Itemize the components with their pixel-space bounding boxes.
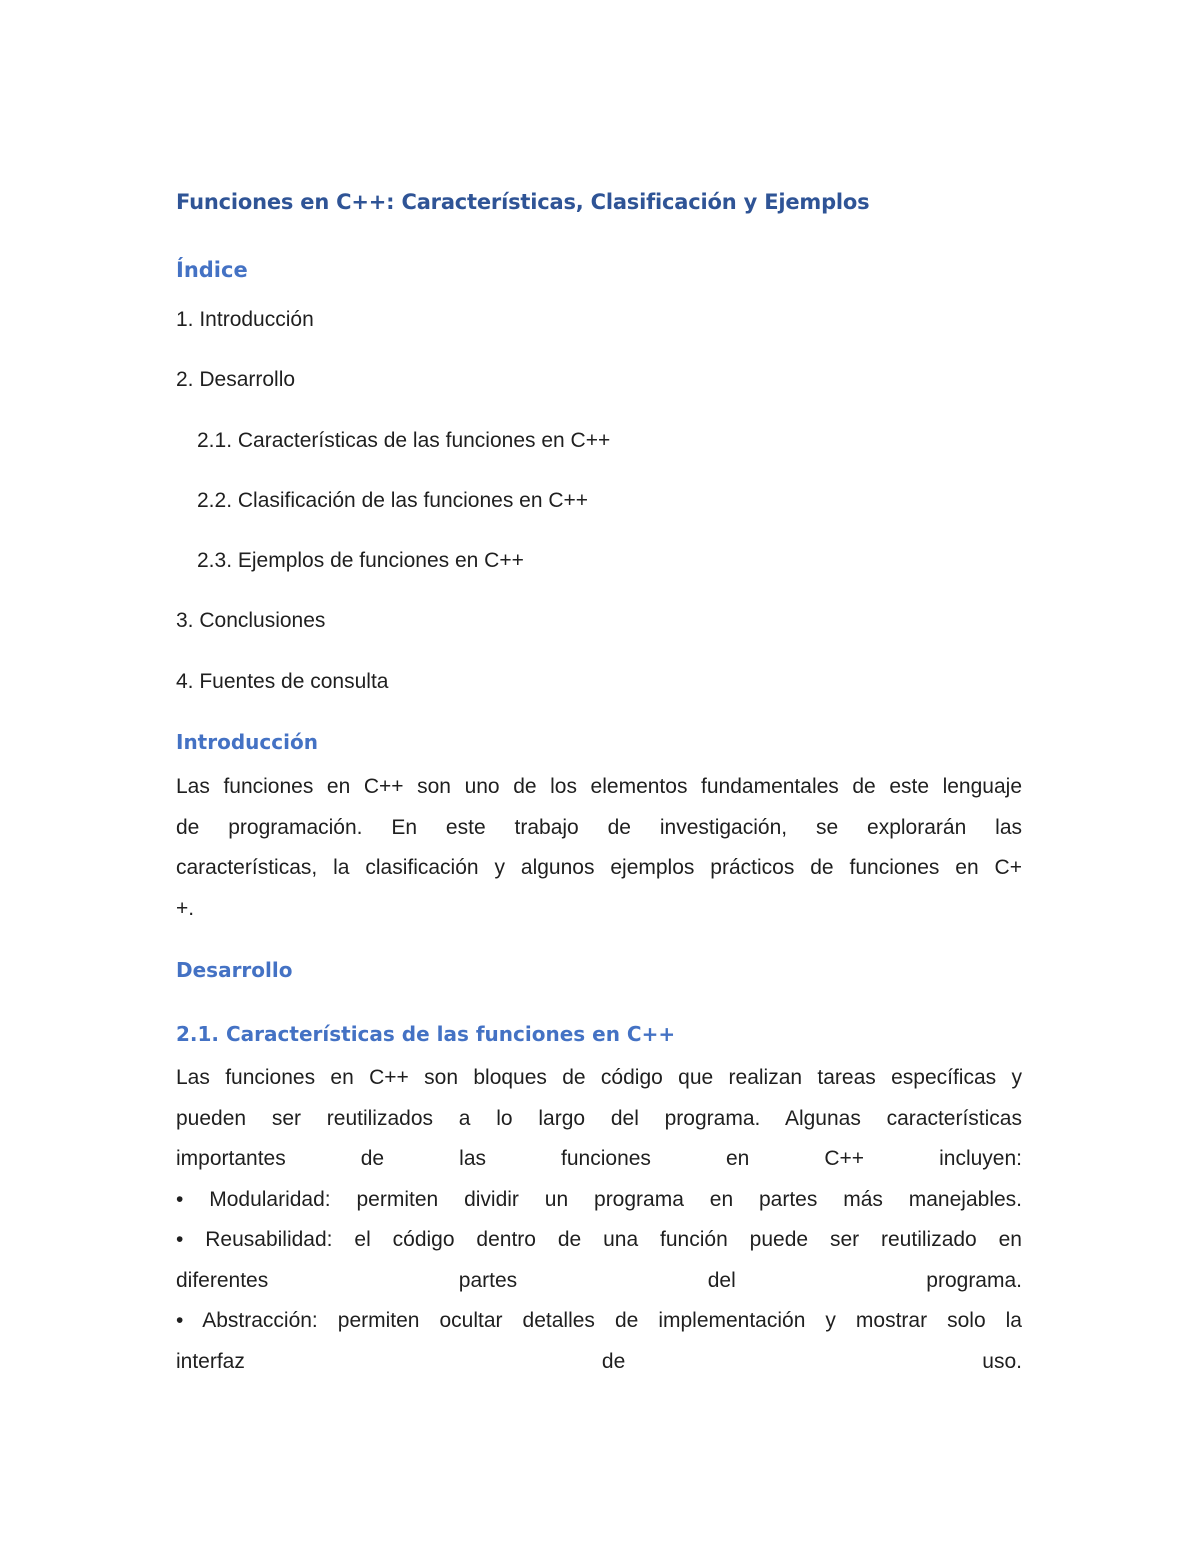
paragraph-line: de programación. En este trabajo de investigación, se explorarán las — [176, 815, 1022, 839]
toc-item: 2.1. Características de las funciones en C++ — [197, 428, 611, 452]
bullet-line: • Abstracción: permiten ocultar detalles de implementación y mostrar solo la — [176, 1309, 1022, 1332]
paragraph-line: diferentes partes del programa. — [176, 1268, 1022, 1292]
document-page — [176, 0, 1022, 1553]
development-paragraph — [176, 1058, 1022, 1382]
toc-item: 2.3. Ejemplos de funciones en C++ — [197, 549, 524, 573]
toc-item: 4. Fuentes de consulta — [176, 669, 389, 693]
bullet-line: • Modularidad: permiten dividir un programa en partes más manejables. — [176, 1187, 1022, 1211]
toc-item: 1. Introducción — [176, 308, 314, 331]
toc-item: 3. Conclusiones — [176, 609, 326, 633]
index-heading: Índice — [176, 258, 248, 282]
introduction-paragraph — [176, 767, 1022, 929]
table-of-contents — [176, 306, 610, 728]
introduction-heading: Introducción — [176, 730, 318, 754]
paragraph-line: pueden ser reutilizados a lo largo del programa. Algunas características — [176, 1106, 1022, 1130]
paragraph-line: Las funciones en C++ son uno de los elementos fundamentales de este lenguaje — [176, 775, 1022, 798]
development-heading: Desarrollo — [176, 958, 293, 982]
paragraph-line: +. — [176, 896, 195, 920]
toc-item: 2. Desarrollo — [176, 368, 296, 392]
paragraph-line: características, la clasificación y algunos ejemplos prácticos de funciones en C+ — [176, 856, 1022, 879]
bullet-line: • Reusabilidad: el código dentro de una función puede ser reutilizado en — [176, 1228, 1022, 1251]
subsection-heading: 2.1. Características de las funciones en C++ — [176, 1022, 676, 1046]
document-title: Funciones en C++: Características, Clasificación y Ejemplos — [176, 190, 870, 214]
paragraph-line: importantes de las funciones en C++ incluyen: — [176, 1147, 1022, 1170]
paragraph-line: interfaz de uso. — [176, 1349, 1022, 1373]
paragraph-line: Las funciones en C++ son bloques de código que realizan tareas específicas y — [176, 1066, 1022, 1089]
toc-item: 2.2. Clasificación de las funciones en C++ — [197, 488, 589, 512]
